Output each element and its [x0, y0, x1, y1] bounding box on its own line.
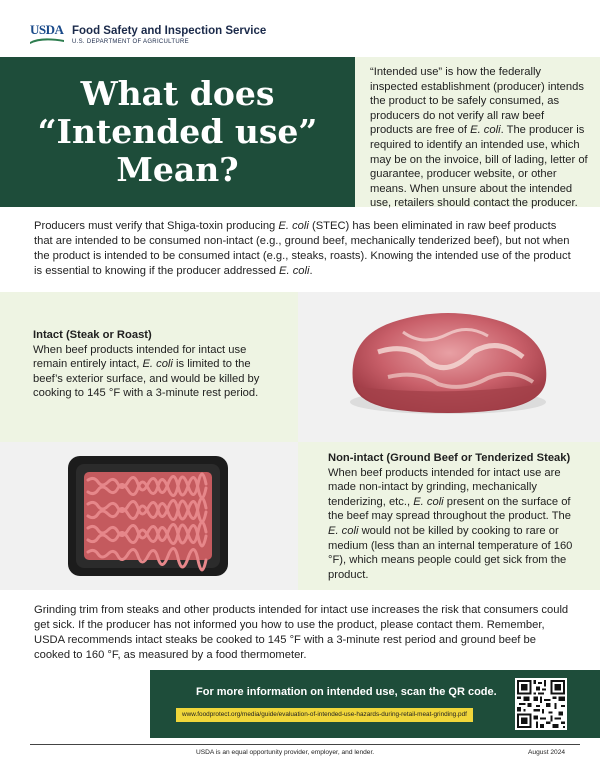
usda-swoosh-icon — [30, 37, 64, 44]
definition-text: “Intended use” is how the federally inspected establishment (producer) intends the product to be safely consumed, as producers do not verify all raw beef products are free of E. coli. The producer is required to identify an intended use, which may be on the invoice, bill of lading, letter of guarantee, producer website, or other means. When unsure about the intended use, retailers should contact the producer. — [370, 66, 588, 210]
intact-heading: Intact (Steak or Roast) — [33, 329, 152, 341]
hero-title-panel — [0, 57, 355, 207]
ground-beef-image — [0, 442, 298, 590]
intact-body: When beef products intended for intact use remain entirely intact, E. coli is limited to the beef’s exterior surface, and would be killed by cooking to 145 °F with a 3-minute rest period. — [33, 343, 260, 400]
definition-panel — [355, 57, 600, 210]
footer-divider — [30, 744, 580, 745]
usda-logo — [30, 24, 64, 46]
page-title: What does “Intended use” Mean? — [37, 74, 318, 189]
qr-code-icon[interactable] — [515, 678, 567, 730]
equal-opportunity-statement: USDA is an equal opportunity provider, employer, and lender. — [196, 749, 375, 756]
nonintact-heading: Non-intact (Ground Beef or Tenderized Steak) — [328, 452, 571, 464]
closing-paragraph: Grinding trim from steaks and other products intended for intact use increases the risk that consumers could get sick. If the producer has not informed you how to use the product, please contact them. Remember, USDA recommends intact steaks be cooked to 145 °F with a 3-minute rest period and ground beef be cooked to 160 °F, as measured by a food thermometer. — [34, 604, 569, 661]
agency-name: Food Safety and Inspection Service — [72, 24, 267, 37]
publication-date: August 2024 — [528, 749, 566, 756]
nonintact-text-panel — [298, 442, 600, 590]
qr-heading: For more information on intended use, scan the QR code. — [196, 686, 497, 698]
hero-section — [0, 57, 600, 210]
page-header — [30, 20, 266, 50]
intact-text-panel — [0, 292, 298, 442]
ground-beef-tray-illustration — [0, 442, 298, 590]
nonintact-section — [0, 442, 600, 590]
raw-roast-illustration — [298, 292, 600, 442]
qr-info-box — [150, 670, 600, 738]
department-name: U.S. DEPARTMENT OF AGRICULTURE — [72, 38, 189, 45]
usda-logo-text: USDA — [30, 22, 64, 37]
nonintact-body: When beef products intended for intact use are made non-intact by grinding, mechanically tenderizing, etc., E. coli present on the surface of the beef may spread throughout the product. The E. coli would not be killed by cooking to rare or medium (less than an internal temperature of 160 °F), which means people could get sick from the product. — [328, 466, 573, 581]
steak-image — [298, 292, 600, 442]
intro-paragraph: Producers must verify that Shiga-toxin producing E. coli (STEC) has been eliminated in raw beef products that are intended to be consumed non-intact (e.g., ground beef, mechanically tenderized beef), but not when the product is intended to be consumed intact (e.g., steaks, roasts). Knowing the intended use of the product is essential to knowing if the producer addressed E. coli. — [34, 220, 571, 277]
intact-section — [0, 292, 600, 442]
resource-link[interactable]: www.foodprotect.org/media/guide/evaluation-of-intended-use-hazards-during-retail-meat-grinding.pdf — [176, 708, 473, 722]
